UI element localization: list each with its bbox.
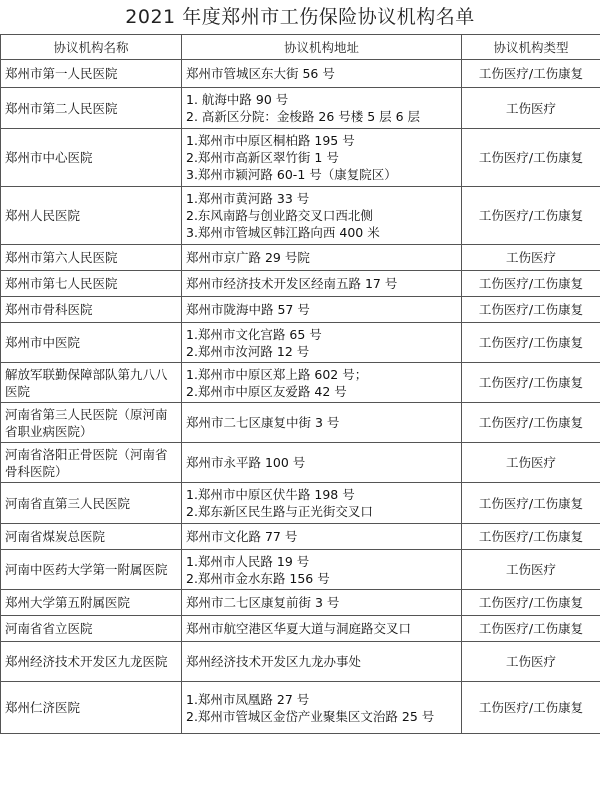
address-line: 郑州市经济技术开发区经南五路 17 号	[186, 276, 398, 291]
table-row	[1, 60, 600, 88]
address-line: 郑州经济技术开发区九龙办事处	[186, 654, 362, 669]
address-line: 郑州市管城区东大街 56 号	[186, 66, 335, 81]
institution-name: 郑州大学第五附属医院	[1, 590, 182, 616]
institution-name: 郑州市中医院	[1, 323, 182, 363]
address-line: 2.郑东新区民生路与正光街交叉口	[186, 504, 373, 519]
institution-table	[0, 34, 600, 734]
institution-name: 郑州市第一人民医院	[1, 60, 182, 88]
institution-address	[182, 524, 462, 550]
table-row	[1, 245, 600, 271]
institution-name: 郑州市第七人民医院	[1, 271, 182, 297]
table-row	[1, 616, 600, 642]
institution-name: 郑州经济技术开发区九龙医院	[1, 642, 182, 682]
address-line: 1.郑州市黄河路 33 号	[186, 191, 310, 206]
address-line: 2.郑州市管城区金岱产业聚集区文治路 25 号	[186, 708, 435, 724]
header-type: 协议机构类型	[462, 35, 600, 60]
institution-type: 工伤医疗/工伤康复	[462, 187, 600, 245]
institution-address	[182, 245, 462, 271]
institution-name: 郑州市第二人民医院	[1, 88, 182, 129]
institution-address	[182, 323, 462, 363]
institution-name: 河南省煤炭总医院	[1, 524, 182, 550]
address-line: 郑州市二七区康复前街 3 号	[186, 595, 340, 610]
table-row	[1, 483, 600, 524]
institution-type: 工伤医疗/工伤康复	[462, 323, 600, 363]
institution-name: 河南省第三人民医院（原河南省职业病医院）	[1, 403, 182, 443]
institution-name: 郑州人民医院	[1, 187, 182, 245]
institution-address	[182, 129, 462, 187]
institution-type: 工伤医疗	[462, 443, 600, 483]
institution-name: 郑州市第六人民医院	[1, 245, 182, 271]
table-row	[1, 590, 600, 616]
address-line: 1.郑州市中原区伏牛路 198 号	[186, 487, 355, 502]
institution-type: 工伤医疗/工伤康复	[462, 60, 600, 88]
address-line: 3.郑州市颍河路 60-1 号（康复院区）	[186, 167, 397, 182]
institution-address	[182, 483, 462, 524]
address-line: 2.郑州市金水东路 156 号	[186, 570, 330, 586]
institution-address	[182, 682, 462, 734]
table-row	[1, 129, 600, 187]
address-line: 郑州市文化路 77 号	[186, 529, 298, 544]
table-row	[1, 524, 600, 550]
address-line: 1.郑州市中原区郑上路 602 号；	[186, 366, 368, 382]
address-line: 1.郑州市人民路 19 号	[186, 553, 310, 569]
institution-type: 工伤医疗/工伤康复	[462, 297, 600, 323]
table-row	[1, 271, 600, 297]
institution-name: 郑州市骨科医院	[1, 297, 182, 323]
table-row	[1, 403, 600, 443]
table-row	[1, 642, 600, 682]
institution-name: 郑州市中心医院	[1, 129, 182, 187]
institution-type: 工伤医疗/工伤康复	[462, 403, 600, 443]
table-row	[1, 187, 600, 245]
institution-type: 工伤医疗	[462, 88, 600, 129]
institution-name: 河南省直第三人民医院	[1, 483, 182, 524]
institution-type: 工伤医疗/工伤康复	[462, 363, 600, 403]
address-line: 2. 高新区分院：金梭路 26 号楼 5 层 6 层	[186, 109, 421, 124]
address-line: 郑州市二七区康复中街 3 号	[186, 415, 340, 430]
table-row	[1, 682, 600, 734]
table-row	[1, 363, 600, 403]
institution-type: 工伤医疗	[462, 550, 600, 590]
institution-name: 河南中医药大学第一附属医院	[1, 550, 182, 590]
institution-address	[182, 187, 462, 245]
address-line: 3.郑州市管城区韩江路向西 400 米	[186, 225, 380, 240]
institution-type: 工伤医疗	[462, 642, 600, 682]
institution-name: 郑州仁济医院	[1, 682, 182, 734]
address-line: 郑州市京广路 29 号院	[186, 250, 310, 265]
institution-type: 工伤医疗	[462, 245, 600, 271]
page-title: 2021 年度郑州市工伤保险协议机构名单	[125, 6, 475, 28]
table-row	[1, 443, 600, 483]
address-line: 2.郑州市高新区翠竹街 1 号	[186, 150, 339, 165]
address-line: 郑州市永平路 100 号	[186, 455, 306, 470]
header-name: 协议机构名称	[1, 35, 182, 60]
institution-type: 工伤医疗/工伤康复	[462, 682, 600, 734]
institution-name: 解放军联勤保障部队第九八八医院	[1, 363, 182, 403]
institution-type: 工伤医疗/工伤康复	[462, 590, 600, 616]
institution-address	[182, 363, 462, 403]
institution-address	[182, 88, 462, 129]
institution-address	[182, 271, 462, 297]
address-line: 郑州市陇海中路 57 号	[186, 302, 310, 317]
table-row	[1, 323, 600, 363]
institution-address	[182, 403, 462, 443]
address-line: 2.东风南路与创业路交叉口西北侧	[186, 208, 373, 223]
address-line: 郑州市航空港区华夏大道与洞庭路交叉口	[186, 621, 412, 636]
table-row	[1, 550, 600, 590]
address-line: 1.郑州市文化宫路 65 号	[186, 326, 322, 342]
institution-address	[182, 297, 462, 323]
header-address: 协议机构地址	[182, 35, 462, 60]
institution-address	[182, 60, 462, 88]
institution-type: 工伤医疗/工伤康复	[462, 129, 600, 187]
institution-address	[182, 616, 462, 642]
address-line: 2.郑州市中原区友爱路 42 号	[186, 383, 347, 399]
institution-type: 工伤医疗/工伤康复	[462, 483, 600, 524]
address-line: 2.郑州市汝河路 12 号	[186, 343, 310, 359]
institution-type: 工伤医疗/工伤康复	[462, 271, 600, 297]
table-row	[1, 88, 600, 129]
institution-type: 工伤医疗/工伤康复	[462, 616, 600, 642]
institution-address	[182, 443, 462, 483]
institution-address	[182, 550, 462, 590]
institution-address	[182, 590, 462, 616]
address-line: 1. 航海中路 90 号	[186, 92, 289, 107]
table-row	[1, 297, 600, 323]
address-line: 1.郑州市中原区桐柏路 195 号	[186, 133, 355, 148]
institution-name: 河南省省立医院	[1, 616, 182, 642]
address-line: 1.郑州市凤凰路 27 号	[186, 691, 310, 707]
table-header-row	[1, 35, 600, 60]
institution-type: 工伤医疗/工伤康复	[462, 524, 600, 550]
institution-name: 河南省洛阳正骨医院（河南省骨科医院）	[1, 443, 182, 483]
institution-address	[182, 642, 462, 682]
